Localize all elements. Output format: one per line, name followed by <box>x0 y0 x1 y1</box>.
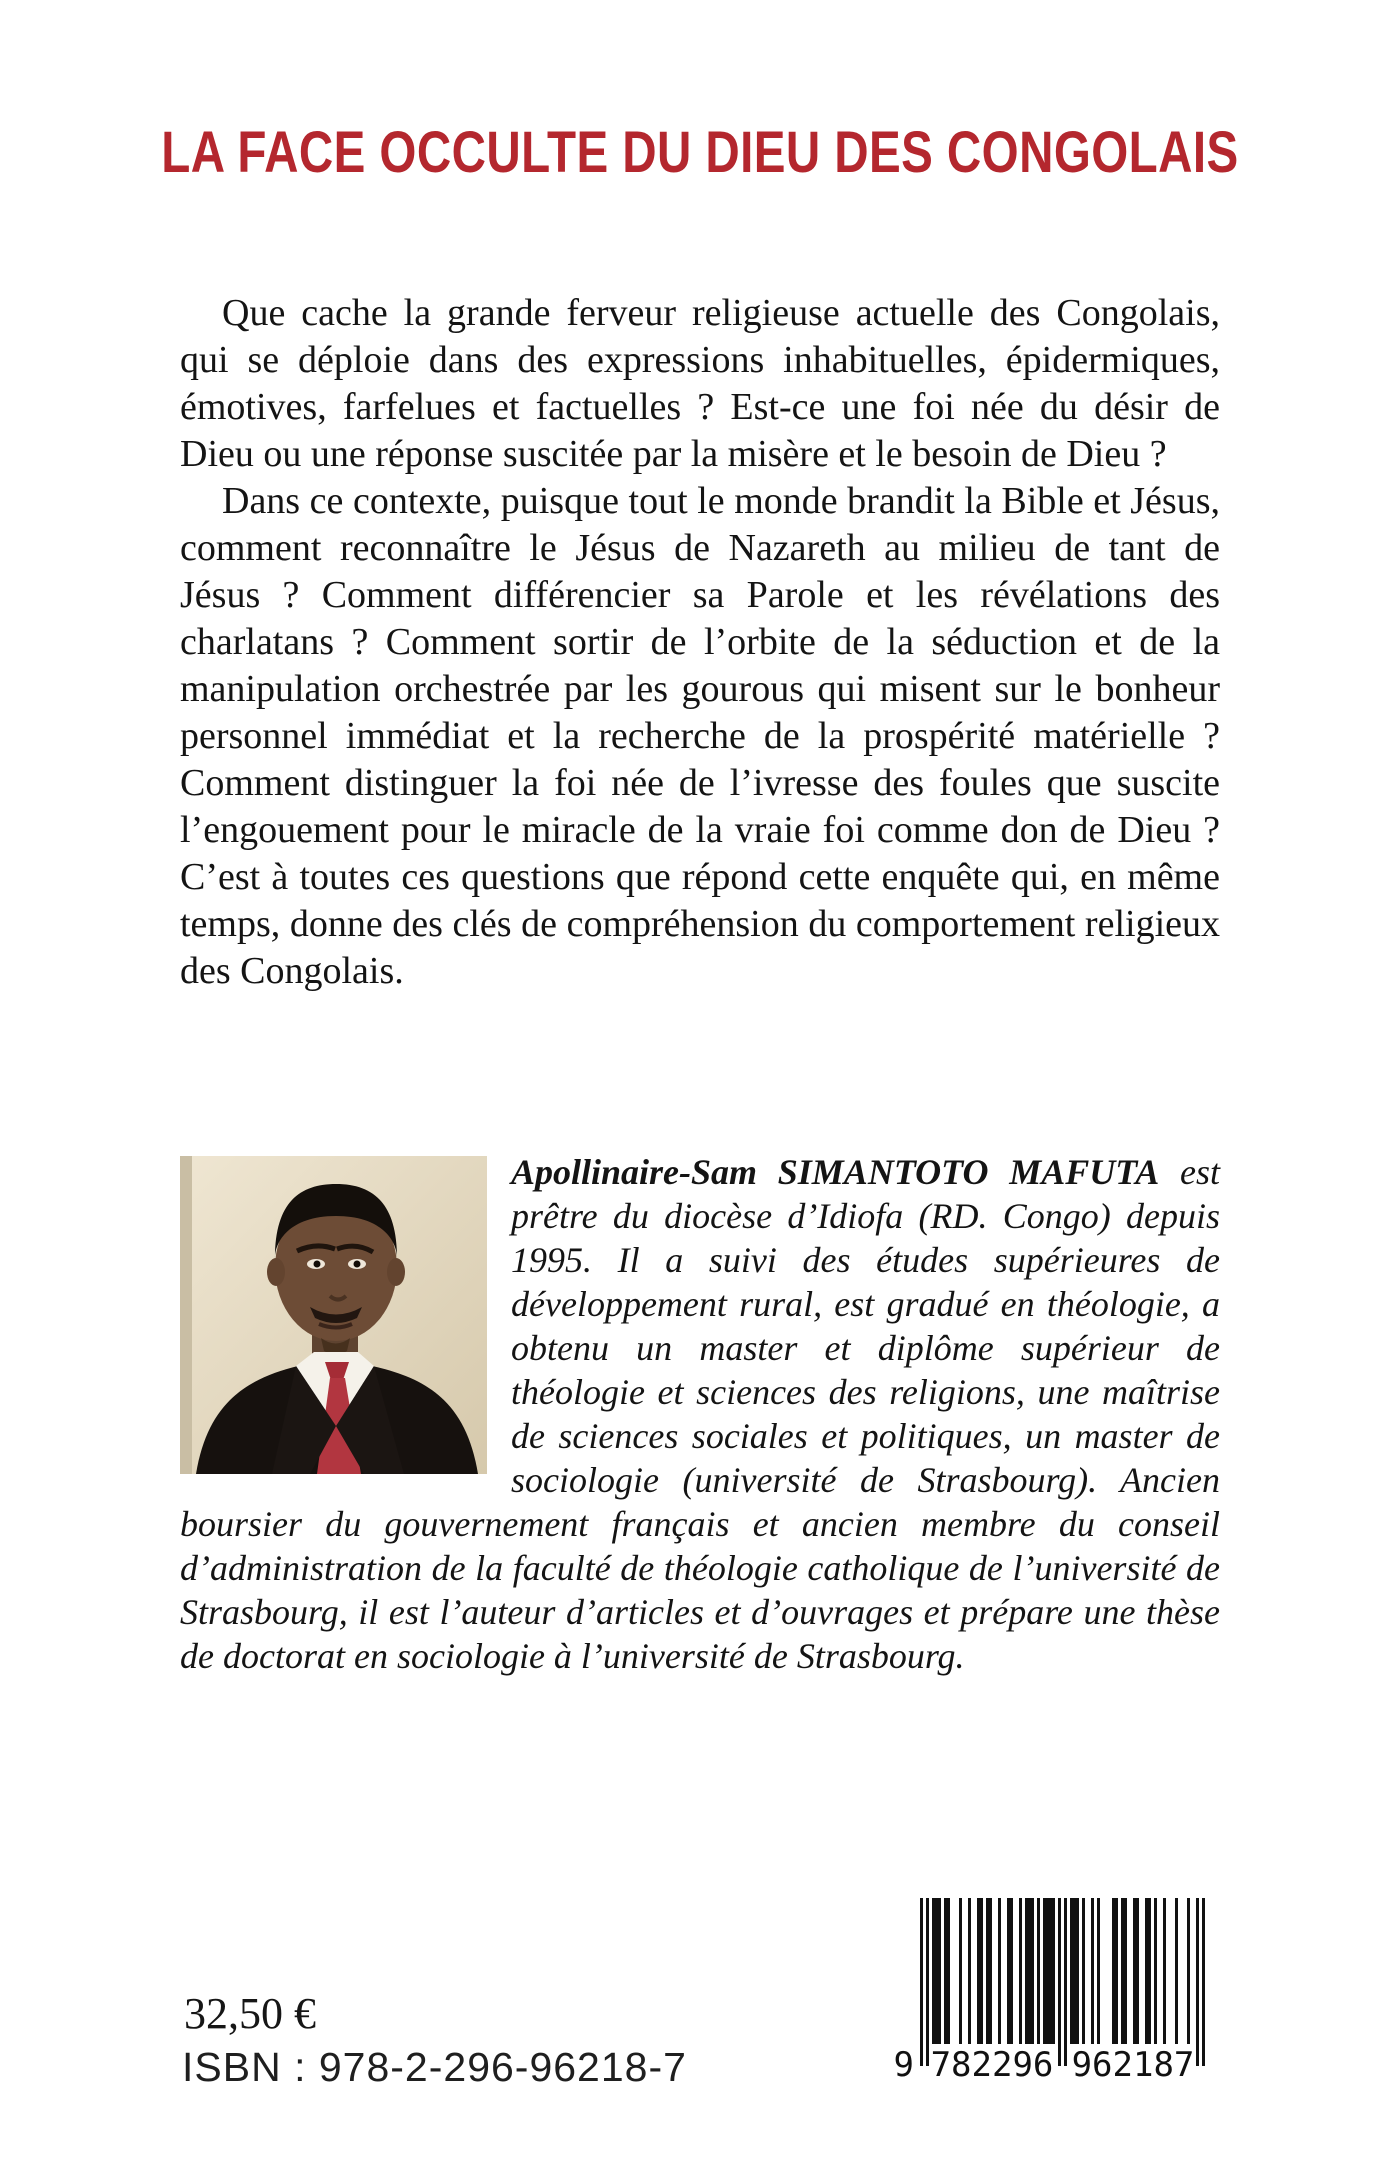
barcode-digit-first: 9 <box>893 2045 914 2085</box>
price-label: 32,50 € <box>184 1989 316 2038</box>
barcode-digits-right: 962187 <box>1071 2045 1195 2085</box>
isbn-value: 978-2-296-96218-7 <box>318 2044 687 2090</box>
author-bio <box>180 1150 1220 1678</box>
author-bio-body: est prêtre du diocèse d’Idiofa (RD. Congo) depuis 1995. Il a suivi des études supérieures de développement rural, est gradué en théologie, a obtenu un master et diplôme supérieur de théologie et sciences des religions, une maîtrise de sciences sociales et politiques, un master de sociologie (université de Strasbourg). Ancien boursier du gouvernement français et ancien membre du conseil d’administration de la faculté de théologie catholique de l’université de Strasbourg, il est l’auteur d’articles et d’ouvrages et prépare une thèse de doctorat en sociologie à l’université de Strasbourg. <box>180 1152 1220 1676</box>
barcode <box>893 1898 1205 2085</box>
author-portrait-illustration <box>180 1156 487 1474</box>
isbn <box>182 2044 687 2091</box>
synopsis-paragraph-1: Que cache la grande ferveur religieuse actuelle des Congolais, qui se déploie dans des expressions inhabituelles, épidermiques, émotives, farfelues et factuelles ? Est-ce une foi née du désir de Dieu ou une réponse suscitée par la misère et le besoin de Dieu ? <box>180 292 1220 475</box>
synopsis-paragraph-2: Dans ce contexte, puisque tout le monde brandit la Bible et Jésus, comment reconnaître le Jésus de Nazareth au milieu de tant de Jésus ? Comment différencier sa Parole et les révélations des charlatans ? Comment sortir de l’orbite de la séduction et de la manipulation orchestrée par les gourous qui misent sur le bonheur personnel immédiat et la recherche de la prospérité matérielle ? Comment distinguer la foi née de l’ivresse des foules que suscite l’engouement pour le miracle de la vraie foi comme don de Dieu ? C’est à toutes ces questions que répond cette enquête qui, en même temps, donne des clés de compréhension du comportement religieux des Congolais. <box>180 480 1220 992</box>
title-area <box>0 118 1400 188</box>
author-photo <box>180 1156 487 1474</box>
book-title: LA FACE OCCULTE DU DIEU DES CONGOLAIS <box>161 120 1239 185</box>
isbn-label: ISBN : <box>182 2044 319 2090</box>
author-name: Apollinaire-Sam SIMANTOTO MAFUTA <box>511 1152 1160 1192</box>
synopsis <box>180 290 1220 995</box>
barcode-digits-left: 782296 <box>930 2045 1054 2085</box>
